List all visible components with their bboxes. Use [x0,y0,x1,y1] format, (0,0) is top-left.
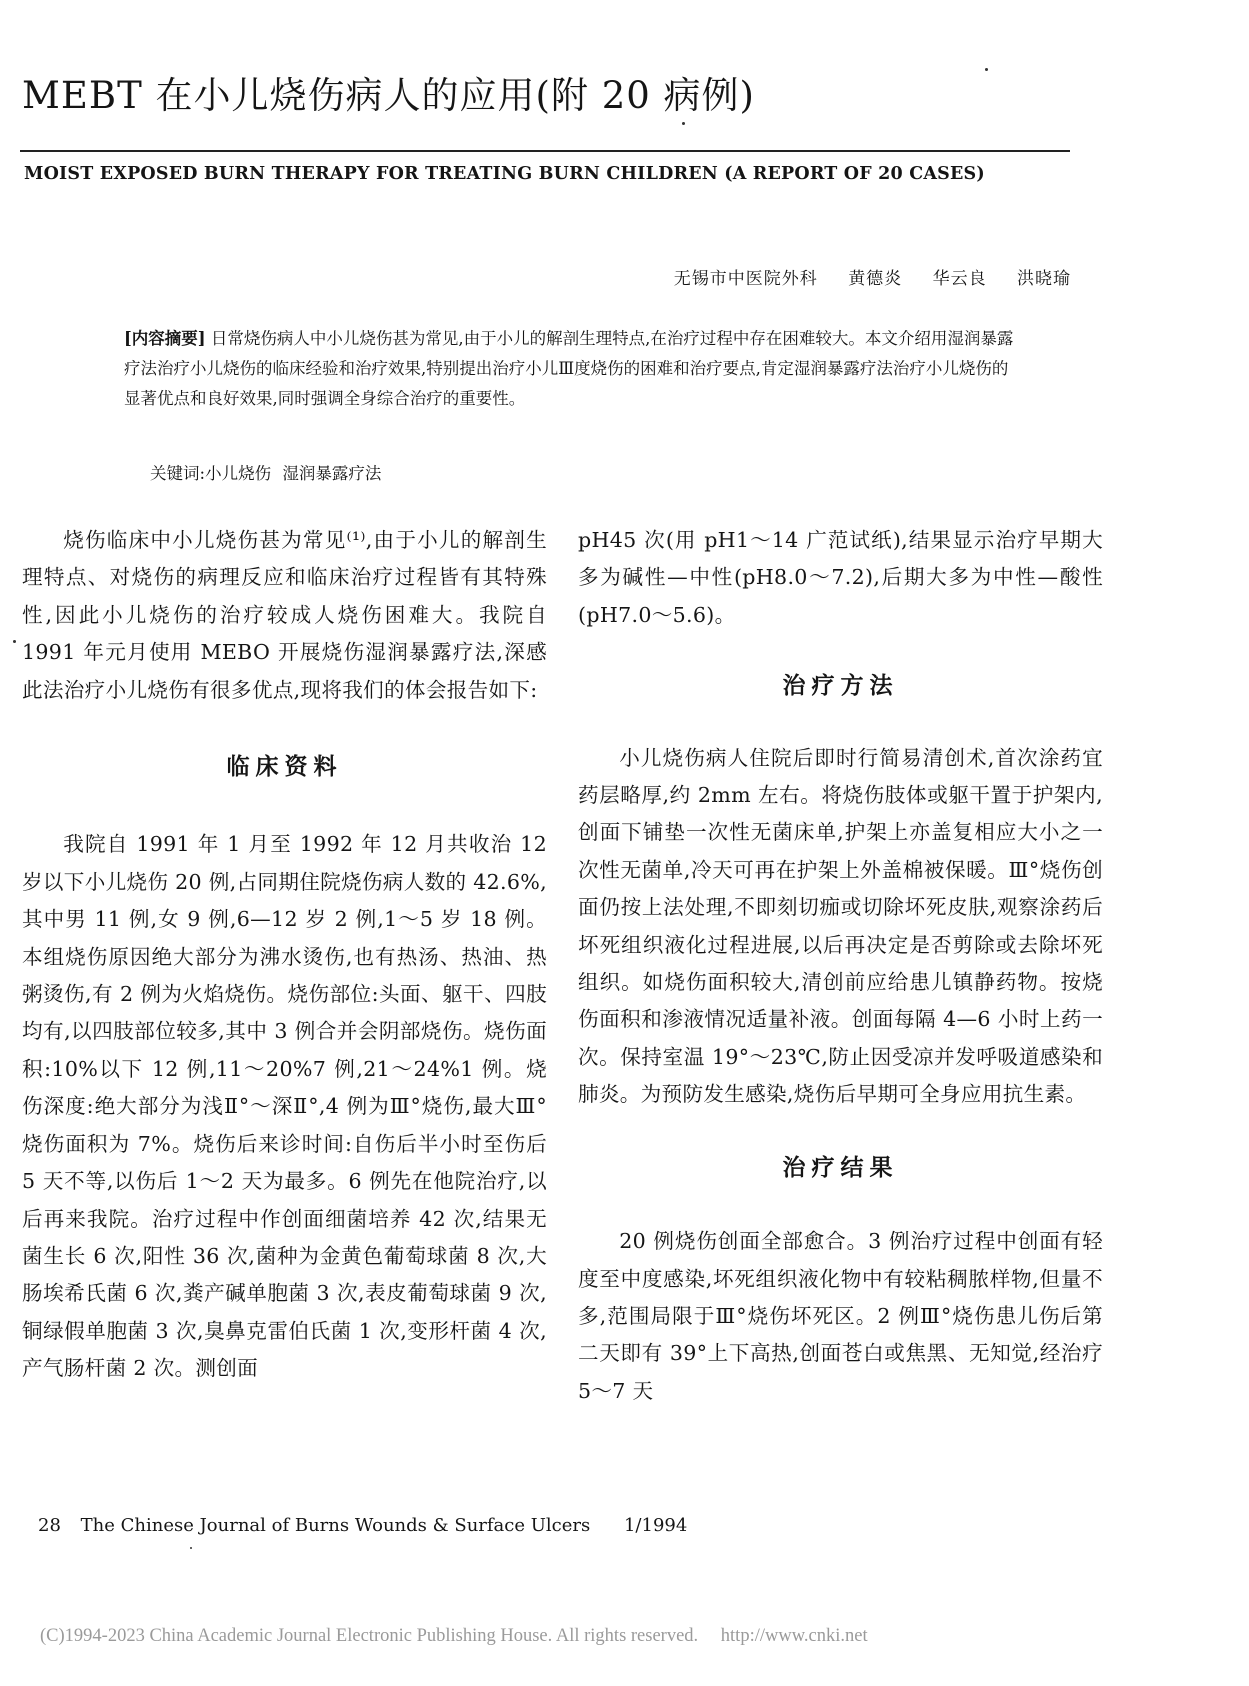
author-2: 华云良 [932,269,987,289]
keywords-label: 关键词: [150,464,206,483]
keyword-1: 小儿烧伤 [205,464,272,483]
scan-speck [682,122,685,125]
scan-speck [190,1547,192,1549]
english-title: MOIST EXPOSED BURN THERAPY FOR TREATING BURN CHILDREN (A REPORT OF 20 CASES) [24,164,985,184]
author-line [674,264,1071,289]
column-left [22,522,547,1388]
treatment-method-paragraph: 小儿烧伤病人住院后即时行简易清创术,首次涂药宜药层略厚,约 2mm 左右。将烧伤肢体或躯干置于护架内,创面下铺垫一次性无菌床单,护架上亦盖复相应大小之一次性无菌单,冷天可再在护架上外盖棉被保暖。Ⅲ°烧伤创面仍按上法处理,不即刻切痂或切除坏死皮肤,观察涂药后坏死组织液化过程进展,以后再决定是否剪除或去除坏死组织。如烧伤面积较大,清创前应给患儿镇静药物。按烧伤面积和渗液情况适量补液。创面每隔 4—6 小时上药一次。保持室温 19°～23℃,防止因受凉并发呼吸道感染和肺炎。为预防发生感染,烧伤后早期可全身应用抗生素。 [578,745,1103,1107]
scan-speck [985,68,988,71]
copyright-notice [40,1626,868,1647]
journal-name: The Chinese Journal of Burns Wounds & Surface Ulcers [80,1515,591,1536]
clinical-data-paragraph: 我院自 1991 年 1 月至 1992 年 12 月共收治 12 岁以下小儿烧伤 20 例,占同期住院烧伤病人数的 42.6%,其中男 11 例,女 9 例,6—12 岁 2 例,1～5 岁 18 例。本组烧伤原因绝大部分为沸水烫伤,也有热汤、热油、热粥烫伤,有 2 例为火焰烧伤。烧伤部位:头面、躯干、四肢均有,以四肢部位较多,其中 3 例合并会阴部烧伤。烧伤面积:10%以下 12 例,11～20%7 例,21～24%1 例。烧伤深度:绝大部分为浅Ⅱ°～深Ⅱ°,4 例为Ⅲ°烧伤,最大Ⅲ°烧伤面积为 7%。烧伤后来诊时间:自伤后半小时至伤后 5 天不等,以伤后 1～2 天为最多。6 例先在他院治疗,以后再来我院。治疗过程中作创面细菌培养 42 次,结果无菌生长 6 次,阳性 36 次,菌种为金黄色葡萄球菌 8 次,大肠埃希氏菌 6 次,粪产碱单胞菌 3 次,表皮葡萄球菌 9 次,铜绿假单胞菌 3 次,臭鼻克雷伯氏菌 1 次,变形杆菌 4 次,产气肠杆菌 2 次。测创面 [22,832,547,1381]
clinical-data-continued: pH45 次(用 pH1～14 广范试纸),结果显示治疗早期大多为碱性—中性(pH8.0～7.2),后期大多为中性—酸性(pH7.0～5.6)。 [578,528,1103,627]
issue-number: 1/1994 [623,1515,688,1536]
article-title: MEBT 在小儿烧伤病人的应用(附 20 病例) [22,74,755,117]
affiliation: 无锡市中医院外科 [673,269,818,289]
page-number: 28 [38,1515,61,1536]
keywords [150,460,381,484]
author-3: 洪晓瑜 [1017,269,1071,289]
title-divider [20,150,1070,152]
section-heading-treatment-results: 治疗结果 [782,1154,899,1181]
author-1: 黄德炎 [848,269,903,289]
intro-paragraph: 烧伤临床中小儿烧伤甚为常见⁽¹⁾,由于小儿的解剖生理特点、对烧伤的病理反应和临床治疗过程皆有其特殊性,因此小儿烧伤的治疗较成人烧伤困难大。我院自 1991 年元月使用 MEBO 开展烧伤湿润暴露疗法,深感此法治疗小儿烧伤有很多优点,现将我们的体会报告如下: [22,528,547,702]
abstract-text: 日常烧伤病人中小儿烧伤甚为常见,由于小儿的解剖生理特点,在治疗过程中存在困难较大。本文介绍用湿润暴露疗法治疗小儿烧伤的临床经验和治疗效果,特别提出治疗小儿Ⅲ度烧伤的困难和治疗要点,肯定湿润暴露疗法治疗小儿烧伤的显著优点和良好效果,同时强调全身综合治疗的重要性。 [124,329,1014,408]
abstract-label: [内容摘要] [124,329,206,348]
column-right [578,522,1103,1410]
copyright-url[interactable]: http://www.cnki.net [720,1626,868,1646]
page-footer [38,1515,701,1536]
section-heading-treatment-method: 治疗方法 [782,673,899,700]
abstract [124,324,1024,414]
treatment-results-paragraph: 20 例烧伤创面全部愈合。3 例治疗过程中创面有轻度至中度感染,坏死组织液化物中有较粘稠脓样物,但量不多,范围局限于Ⅲ°烧伤坏死区。2 例Ⅲ°烧伤患儿伤后第二天即有 39°上下高热,创面苍白或焦黑、无知觉,经治疗 5～7 天 [578,1229,1103,1403]
copyright-text: (C)1994-2023 China Academic Journal Electronic Publishing House. All rights reserved. [40,1626,699,1646]
keyword-2: 湿润暴露疗法 [282,464,382,483]
scan-speck [13,640,16,643]
section-heading-clinical-data: 临床资料 [226,754,343,781]
